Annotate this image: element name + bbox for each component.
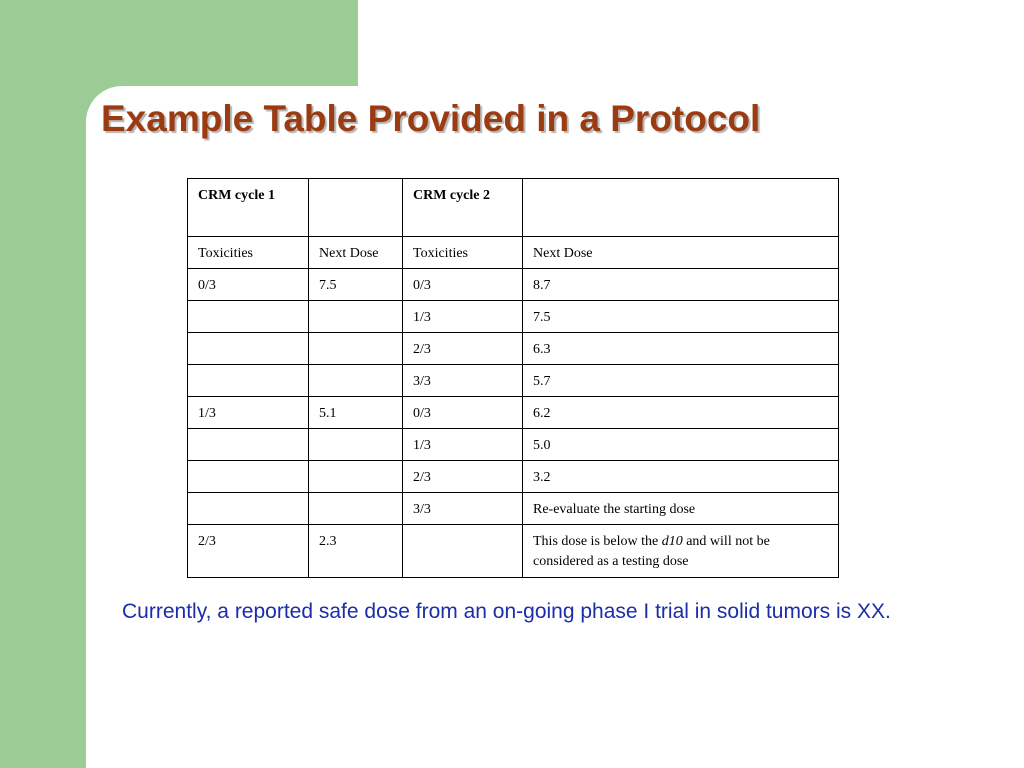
table-cell [309,301,403,333]
table-cell: 2.3 [309,525,403,578]
table-cell-note [523,525,839,578]
table-cell: 0/3 [403,269,523,301]
table-cell: 2/3 [403,461,523,493]
table-cell: 6.3 [523,333,839,365]
table-subheader-row [188,237,839,269]
table-cell [309,429,403,461]
table-cell: 0/3 [188,269,309,301]
header-cell: CRM cycle 2 [403,179,523,237]
table-header-row [188,179,839,237]
table-cell [309,493,403,525]
table-row [188,301,839,333]
subheader-cell: Next Dose [309,237,403,269]
table-cell: 2/3 [188,525,309,578]
table-row [188,493,839,525]
safe-dose-note: Currently, a reported safe dose from an on-going phase I trial in solid tumors is XX. [122,600,891,623]
table-cell: Re-evaluate the starting dose [523,493,839,525]
note-text-before: This dose is below the [533,534,662,549]
header-cell [523,179,839,237]
table-cell: 3/3 [403,365,523,397]
table-cell [188,461,309,493]
table-cell: 0/3 [403,397,523,429]
header-cell [309,179,403,237]
table-cell: 2/3 [403,333,523,365]
table-cell: 8.7 [523,269,839,301]
table-cell: 5.1 [309,397,403,429]
table-cell: 7.5 [523,301,839,333]
table-cell [309,365,403,397]
table-cell: 7.5 [309,269,403,301]
table-row [188,269,839,301]
table-cell [188,429,309,461]
table-cell: 5.0 [523,429,839,461]
table-cell [188,301,309,333]
table-row [188,429,839,461]
table-cell: 3.2 [523,461,839,493]
table-row [188,461,839,493]
table-cell [309,461,403,493]
table-row [188,333,839,365]
subheader-cell: Next Dose [523,237,839,269]
table-cell: 1/3 [403,429,523,461]
table-cell [188,493,309,525]
slide-title: Example Table Provided in a Protocol [101,98,761,139]
table-cell: 6.2 [523,397,839,429]
table-row [188,397,839,429]
table-cell [188,365,309,397]
table-cell [403,525,523,578]
header-cell: CRM cycle 1 [188,179,309,237]
table-row [188,525,839,578]
table-cell: 1/3 [403,301,523,333]
table-cell [188,333,309,365]
subheader-cell: Toxicities [188,237,309,269]
table-cell [309,333,403,365]
table-row [188,365,839,397]
subheader-cell: Toxicities [403,237,523,269]
table-cell: 1/3 [188,397,309,429]
table-cell: 3/3 [403,493,523,525]
note-text-after: and will not be considered as a testing dose [533,534,770,569]
table-cell: 5.7 [523,365,839,397]
dose-escalation-table [187,178,839,578]
note-text-italic: d10 [661,534,683,549]
